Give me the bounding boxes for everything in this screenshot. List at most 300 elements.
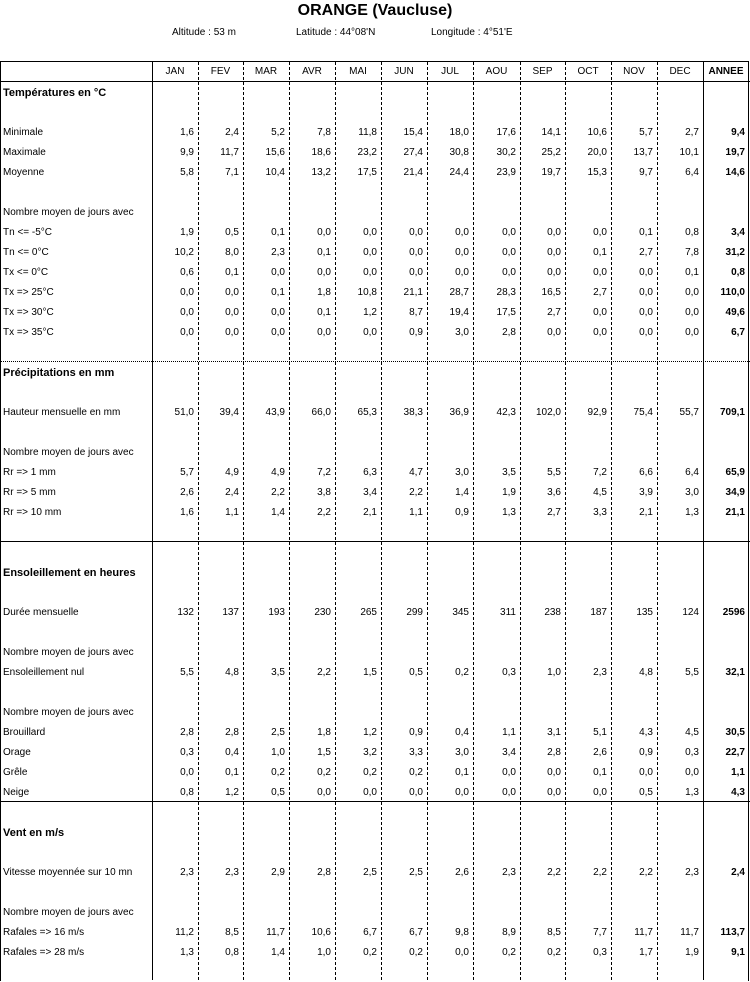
value-cell: 17,5 — [357, 167, 377, 178]
value-cell: 20,0 — [587, 147, 607, 158]
value-cell: 5,5 — [180, 667, 194, 678]
value-cell: 0,1 — [455, 767, 469, 778]
value-cell: 55,7 — [679, 407, 699, 418]
value-cell: 3,5 — [271, 667, 285, 678]
value-cell: 4,3 — [639, 727, 653, 738]
value-cell: 0,0 — [502, 247, 516, 258]
latitude-text: Latitude : 44°08'N — [296, 27, 376, 38]
column-header: AVR — [302, 66, 322, 77]
value-cell: 0,3 — [593, 947, 607, 958]
value-cell: 1,1 — [409, 507, 423, 518]
value-cell: 1,0 — [317, 947, 331, 958]
value-cell: 5,5 — [685, 667, 699, 678]
value-cell: 8,5 — [225, 927, 239, 938]
value-cell: 2,7 — [685, 127, 699, 138]
value-cell: 6,7 — [363, 927, 377, 938]
value-cell: 2,7 — [547, 507, 561, 518]
value-cell: 7,2 — [593, 467, 607, 478]
annual-value-cell: 2,4 — [731, 867, 745, 878]
value-cell: 43,9 — [265, 407, 285, 418]
value-cell: 0,0 — [271, 307, 285, 318]
row-label: Rr => 10 mm — [3, 507, 62, 518]
value-cell: 2,1 — [363, 507, 377, 518]
value-cell: 18,0 — [449, 127, 469, 138]
annual-value-cell: 1,1 — [731, 767, 745, 778]
value-cell: 23,9 — [496, 167, 516, 178]
value-cell: 1,7 — [639, 947, 653, 958]
value-cell: 0,8 — [225, 947, 239, 958]
value-cell: 0,6 — [180, 267, 194, 278]
row-label: Orage — [3, 747, 31, 758]
value-cell: 0,0 — [547, 267, 561, 278]
row-label: Moyenne — [3, 167, 45, 178]
value-cell: 0,0 — [547, 247, 561, 258]
value-cell: 0,1 — [685, 267, 699, 278]
value-cell: 0,0 — [180, 287, 194, 298]
value-cell: 135 — [636, 607, 653, 618]
value-cell: 0,0 — [317, 327, 331, 338]
table-row — [0, 923, 750, 943]
value-cell: 0,2 — [363, 947, 377, 958]
value-cell: 0,3 — [502, 667, 516, 678]
value-cell: 2,3 — [593, 667, 607, 678]
column-header: JUL — [441, 66, 459, 77]
value-cell: 6,4 — [685, 167, 699, 178]
value-cell: 311 — [500, 607, 516, 618]
value-cell: 0,0 — [593, 267, 607, 278]
value-cell: 265 — [360, 607, 377, 618]
value-cell: 1,4 — [455, 487, 469, 498]
value-cell: 137 — [222, 607, 239, 618]
value-cell: 0,4 — [455, 727, 469, 738]
value-cell: 0,1 — [593, 247, 607, 258]
value-cell: 28,7 — [449, 287, 469, 298]
value-cell: 7,1 — [225, 167, 239, 178]
value-cell: 0,5 — [639, 787, 653, 798]
value-cell: 3,0 — [455, 327, 469, 338]
row-label: Rafales => 28 m/s — [3, 947, 85, 958]
annual-value-cell: 14,6 — [725, 167, 745, 178]
value-cell: 11,7 — [680, 927, 699, 938]
value-cell: 0,9 — [409, 727, 423, 738]
column-header: AOU — [485, 66, 508, 77]
row-label: Nombre moyen de jours avec — [3, 907, 134, 918]
annual-value-cell: 31,2 — [725, 247, 745, 258]
value-cell: 38,3 — [403, 407, 423, 418]
value-cell: 10,8 — [357, 287, 377, 298]
value-cell: 11,2 — [175, 927, 194, 938]
value-cell: 4,9 — [225, 467, 239, 478]
value-cell: 0,0 — [639, 327, 653, 338]
value-cell: 4,8 — [225, 667, 239, 678]
value-cell: 0,2 — [547, 947, 561, 958]
value-cell: 36,9 — [449, 407, 469, 418]
row-label: Neige — [3, 787, 30, 798]
value-cell: 193 — [268, 607, 285, 618]
value-cell: 0,0 — [547, 327, 561, 338]
value-cell: 4,8 — [639, 667, 653, 678]
value-cell: 3,3 — [593, 507, 607, 518]
value-cell: 6,3 — [363, 467, 377, 478]
value-cell: 9,9 — [180, 147, 194, 158]
table-row — [0, 603, 750, 623]
annual-value-cell: 30,5 — [725, 727, 745, 738]
value-cell: 0,0 — [271, 327, 285, 338]
row-label: Tx => 30°C — [3, 307, 54, 318]
row-label: Maximale — [3, 147, 46, 158]
value-cell: 0,2 — [271, 767, 285, 778]
value-cell: 8,9 — [502, 927, 516, 938]
annual-value-cell: 3,4 — [731, 227, 745, 238]
row-label: Hauteur mensuelle en mm — [3, 407, 121, 418]
value-cell: 0,0 — [317, 267, 331, 278]
annual-value-cell: 21,1 — [725, 507, 745, 518]
value-cell: 0,4 — [225, 747, 239, 758]
value-cell: 7,8 — [685, 247, 699, 258]
value-cell: 7,2 — [317, 467, 331, 478]
row-label: Durée mensuelle — [3, 607, 79, 618]
section-title: Précipitations en mm — [3, 367, 115, 379]
value-cell: 1,6 — [180, 127, 194, 138]
value-cell: 1,3 — [685, 787, 699, 798]
value-cell: 0,0 — [593, 307, 607, 318]
annual-value-cell: 709,1 — [719, 407, 745, 418]
value-cell: 5,2 — [271, 127, 285, 138]
value-cell: 0,0 — [225, 307, 239, 318]
value-cell: 2,7 — [593, 287, 607, 298]
value-cell: 0,3 — [180, 747, 194, 758]
value-cell: 25,2 — [541, 147, 561, 158]
value-cell: 13,7 — [633, 147, 653, 158]
value-cell: 0,1 — [639, 227, 653, 238]
value-cell: 3,3 — [409, 747, 423, 758]
row-label: Nombre moyen de jours avec — [3, 447, 134, 458]
value-cell: 0,2 — [363, 767, 377, 778]
section-header-row — [0, 563, 750, 583]
value-cell: 0,0 — [409, 787, 423, 798]
value-cell: 1,3 — [502, 507, 516, 518]
annual-value-cell: 49,6 — [725, 307, 745, 318]
value-cell: 17,6 — [496, 127, 516, 138]
value-cell: 2,6 — [180, 487, 194, 498]
value-cell: 6,4 — [685, 467, 699, 478]
value-cell: 0,0 — [685, 767, 699, 778]
value-cell: 3,0 — [685, 487, 699, 498]
value-cell: 42,3 — [496, 407, 516, 418]
value-cell: 0,0 — [593, 227, 607, 238]
value-cell: 14,1 — [541, 127, 561, 138]
section-separator — [0, 541, 750, 542]
value-cell: 1,2 — [363, 727, 377, 738]
row-label: Vitesse moyennée sur 10 mn — [3, 867, 133, 878]
row-label: Tx => 35°C — [3, 327, 54, 338]
value-cell: 10,2 — [174, 247, 194, 258]
longitude-text: Longitude : 4°51'E — [431, 27, 513, 38]
value-cell: 9,7 — [639, 167, 653, 178]
value-cell: 0,0 — [547, 227, 561, 238]
annual-value-cell: 9,4 — [731, 127, 745, 138]
annual-value-cell: 32,1 — [725, 667, 745, 678]
table-row — [0, 863, 750, 883]
table-row — [0, 263, 750, 283]
table-row — [0, 303, 750, 323]
annual-value-cell: 6,7 — [731, 327, 745, 338]
section-separator — [0, 361, 750, 362]
value-cell: 3,0 — [455, 747, 469, 758]
value-cell: 2,3 — [271, 247, 285, 258]
value-cell: 5,1 — [593, 727, 607, 738]
value-cell: 10,1 — [679, 147, 699, 158]
value-cell: 0,0 — [685, 307, 699, 318]
value-cell: 0,8 — [685, 227, 699, 238]
value-cell: 2,2 — [317, 667, 331, 678]
value-cell: 230 — [314, 607, 331, 618]
row-label: Ensoleillement nul — [3, 667, 85, 678]
value-cell: 2,8 — [317, 867, 331, 878]
value-cell: 0,2 — [409, 767, 423, 778]
row-label: Brouillard — [3, 727, 46, 738]
value-cell: 0,0 — [455, 947, 469, 958]
value-cell: 3,4 — [363, 487, 377, 498]
value-cell: 1,8 — [317, 727, 331, 738]
value-cell: 1,2 — [225, 787, 239, 798]
value-cell: 2,5 — [409, 867, 423, 878]
value-cell: 23,2 — [357, 147, 377, 158]
section-header-row — [0, 823, 750, 843]
table-row — [0, 903, 750, 923]
value-cell: 51,0 — [174, 407, 194, 418]
table-row — [0, 763, 750, 783]
value-cell: 0,0 — [593, 327, 607, 338]
value-cell: 0,0 — [502, 227, 516, 238]
value-cell: 2,8 — [502, 327, 516, 338]
value-cell: 0,0 — [409, 247, 423, 258]
value-cell: 0,0 — [363, 327, 377, 338]
altitude-text: Altitude : 53 m — [172, 27, 236, 38]
value-cell: 1,8 — [317, 287, 331, 298]
value-cell: 1,9 — [502, 487, 516, 498]
value-cell: 10,6 — [311, 927, 331, 938]
column-header: JUN — [394, 66, 414, 77]
value-cell: 2,3 — [225, 867, 239, 878]
value-cell: 2,2 — [317, 507, 331, 518]
section-title: Ensoleillement en heures — [3, 567, 136, 579]
value-cell: 5,8 — [180, 167, 194, 178]
value-cell: 1,4 — [271, 507, 285, 518]
value-cell: 8,7 — [409, 307, 423, 318]
table-row — [0, 403, 750, 423]
value-cell: 39,4 — [219, 407, 239, 418]
value-cell: 1,6 — [180, 507, 194, 518]
value-cell: 0,0 — [502, 267, 516, 278]
value-cell: 2,2 — [409, 487, 423, 498]
value-cell: 2,2 — [593, 867, 607, 878]
value-cell: 0,0 — [180, 307, 194, 318]
value-cell: 0,2 — [502, 947, 516, 958]
value-cell: 0,1 — [225, 267, 239, 278]
value-cell: 0,2 — [317, 767, 331, 778]
value-cell: 1,9 — [180, 227, 194, 238]
value-cell: 2,3 — [502, 867, 516, 878]
row-label: Nombre moyen de jours avec — [3, 207, 134, 218]
value-cell: 2,1 — [639, 507, 653, 518]
value-cell: 4,7 — [409, 467, 423, 478]
column-header: JAN — [165, 66, 185, 77]
table-row — [0, 703, 750, 723]
value-cell: 0,0 — [455, 787, 469, 798]
value-cell: 0,0 — [409, 267, 423, 278]
row-label: Tx <= 0°C — [3, 267, 49, 278]
value-cell: 7,7 — [593, 927, 607, 938]
value-cell: 2,6 — [593, 747, 607, 758]
value-cell: 21,1 — [403, 287, 423, 298]
value-cell: 2,8 — [225, 727, 239, 738]
value-cell: 0,0 — [363, 247, 377, 258]
value-cell: 238 — [544, 607, 561, 618]
table-row — [0, 783, 750, 803]
value-cell: 0,1 — [271, 287, 285, 298]
column-header: MAR — [254, 66, 278, 77]
table-row — [0, 243, 750, 263]
table-row — [0, 723, 750, 743]
annual-value-cell: 113,7 — [720, 927, 745, 938]
value-cell: 2,5 — [363, 867, 377, 878]
value-cell: 0,1 — [271, 227, 285, 238]
value-cell: 15,3 — [587, 167, 607, 178]
table-row — [0, 143, 750, 163]
value-cell: 92,9 — [587, 407, 607, 418]
value-cell: 28,3 — [496, 287, 516, 298]
value-cell: 5,5 — [547, 467, 561, 478]
value-cell: 10,4 — [265, 167, 285, 178]
value-cell: 0,0 — [363, 227, 377, 238]
table-row — [0, 643, 750, 663]
value-cell: 0,0 — [639, 767, 653, 778]
row-label: Rr => 1 mm — [3, 467, 56, 478]
table-row — [0, 443, 750, 463]
annual-value-cell: 0,8 — [731, 267, 745, 278]
table-row — [0, 283, 750, 303]
annual-value-cell: 110,0 — [720, 287, 745, 298]
table-row — [0, 503, 750, 523]
value-cell: 3,9 — [639, 487, 653, 498]
value-cell: 0,0 — [363, 267, 377, 278]
annual-value-cell: 9,1 — [731, 947, 745, 958]
value-cell: 2,8 — [547, 747, 561, 758]
row-label: Minimale — [3, 127, 44, 138]
value-cell: 102,0 — [535, 407, 561, 418]
value-cell: 27,4 — [403, 147, 423, 158]
row-label: Rafales => 16 m/s — [3, 927, 85, 938]
value-cell: 0,0 — [455, 267, 469, 278]
value-cell: 30,2 — [496, 147, 516, 158]
value-cell: 1,9 — [685, 947, 699, 958]
value-cell: 24,4 — [449, 167, 469, 178]
value-cell: 17,5 — [496, 307, 516, 318]
row-label: Nombre moyen de jours avec — [3, 647, 134, 658]
value-cell: 13,2 — [311, 167, 331, 178]
value-cell: 0,9 — [639, 747, 653, 758]
value-cell: 5,7 — [180, 467, 194, 478]
value-cell: 0,3 — [685, 747, 699, 758]
annual-value-cell: 22,7 — [725, 747, 745, 758]
value-cell: 2,2 — [639, 867, 653, 878]
value-cell: 3,4 — [502, 747, 516, 758]
value-cell: 3,1 — [547, 727, 561, 738]
value-cell: 6,6 — [639, 467, 653, 478]
value-cell: 0,0 — [502, 767, 516, 778]
value-cell: 6,7 — [409, 927, 423, 938]
value-cell: 1,5 — [317, 747, 331, 758]
value-cell: 0,0 — [180, 767, 194, 778]
annual-value-cell: 19,7 — [725, 147, 745, 158]
value-cell: 0,0 — [363, 787, 377, 798]
section-header-row — [0, 363, 750, 383]
value-cell: 187 — [590, 607, 607, 618]
value-cell: 66,0 — [311, 407, 331, 418]
column-header: DEC — [669, 66, 691, 77]
section-header-row — [0, 83, 750, 103]
value-cell: 3,0 — [455, 467, 469, 478]
value-cell: 3,8 — [317, 487, 331, 498]
section-title: Températures en °C — [3, 87, 107, 99]
value-cell: 299 — [406, 607, 423, 618]
value-cell: 1,4 — [271, 947, 285, 958]
value-cell: 0,2 — [455, 667, 469, 678]
value-cell: 0,5 — [225, 227, 239, 238]
value-cell: 0,0 — [317, 787, 331, 798]
value-cell: 0,0 — [502, 787, 516, 798]
value-cell: 19,4 — [449, 307, 469, 318]
value-cell: 0,1 — [593, 767, 607, 778]
value-cell: 2,8 — [180, 727, 194, 738]
value-cell: 4,5 — [593, 487, 607, 498]
value-cell: 1,3 — [685, 507, 699, 518]
value-cell: 0,0 — [685, 287, 699, 298]
value-cell: 2,7 — [639, 247, 653, 258]
value-cell: 15,4 — [403, 127, 423, 138]
value-cell: 0,5 — [409, 667, 423, 678]
value-cell: 2,9 — [271, 867, 285, 878]
table-row — [0, 203, 750, 223]
header-underline — [0, 81, 750, 82]
value-cell: 0,0 — [455, 247, 469, 258]
value-cell: 4,9 — [271, 467, 285, 478]
table-row — [0, 743, 750, 763]
value-cell: 0,0 — [639, 267, 653, 278]
value-cell: 10,6 — [587, 127, 607, 138]
value-cell: 2,7 — [547, 307, 561, 318]
value-cell: 18,6 — [311, 147, 331, 158]
value-cell: 0,0 — [547, 767, 561, 778]
value-cell: 1,5 — [363, 667, 377, 678]
value-cell: 0,0 — [271, 267, 285, 278]
value-cell: 2,3 — [180, 867, 194, 878]
value-cell: 65,3 — [357, 407, 377, 418]
value-cell: 0,1 — [317, 247, 331, 258]
value-cell: 4,5 — [685, 727, 699, 738]
value-cell: 0,0 — [409, 227, 423, 238]
value-cell: 0,0 — [455, 227, 469, 238]
value-cell: 19,7 — [541, 167, 561, 178]
value-cell: 11,7 — [220, 147, 239, 158]
row-label: Rr => 5 mm — [3, 487, 56, 498]
value-cell: 0,0 — [685, 327, 699, 338]
value-cell: 1,1 — [502, 727, 516, 738]
value-cell: 2,2 — [547, 867, 561, 878]
value-cell: 11,8 — [358, 127, 377, 138]
value-cell: 21,4 — [403, 167, 423, 178]
